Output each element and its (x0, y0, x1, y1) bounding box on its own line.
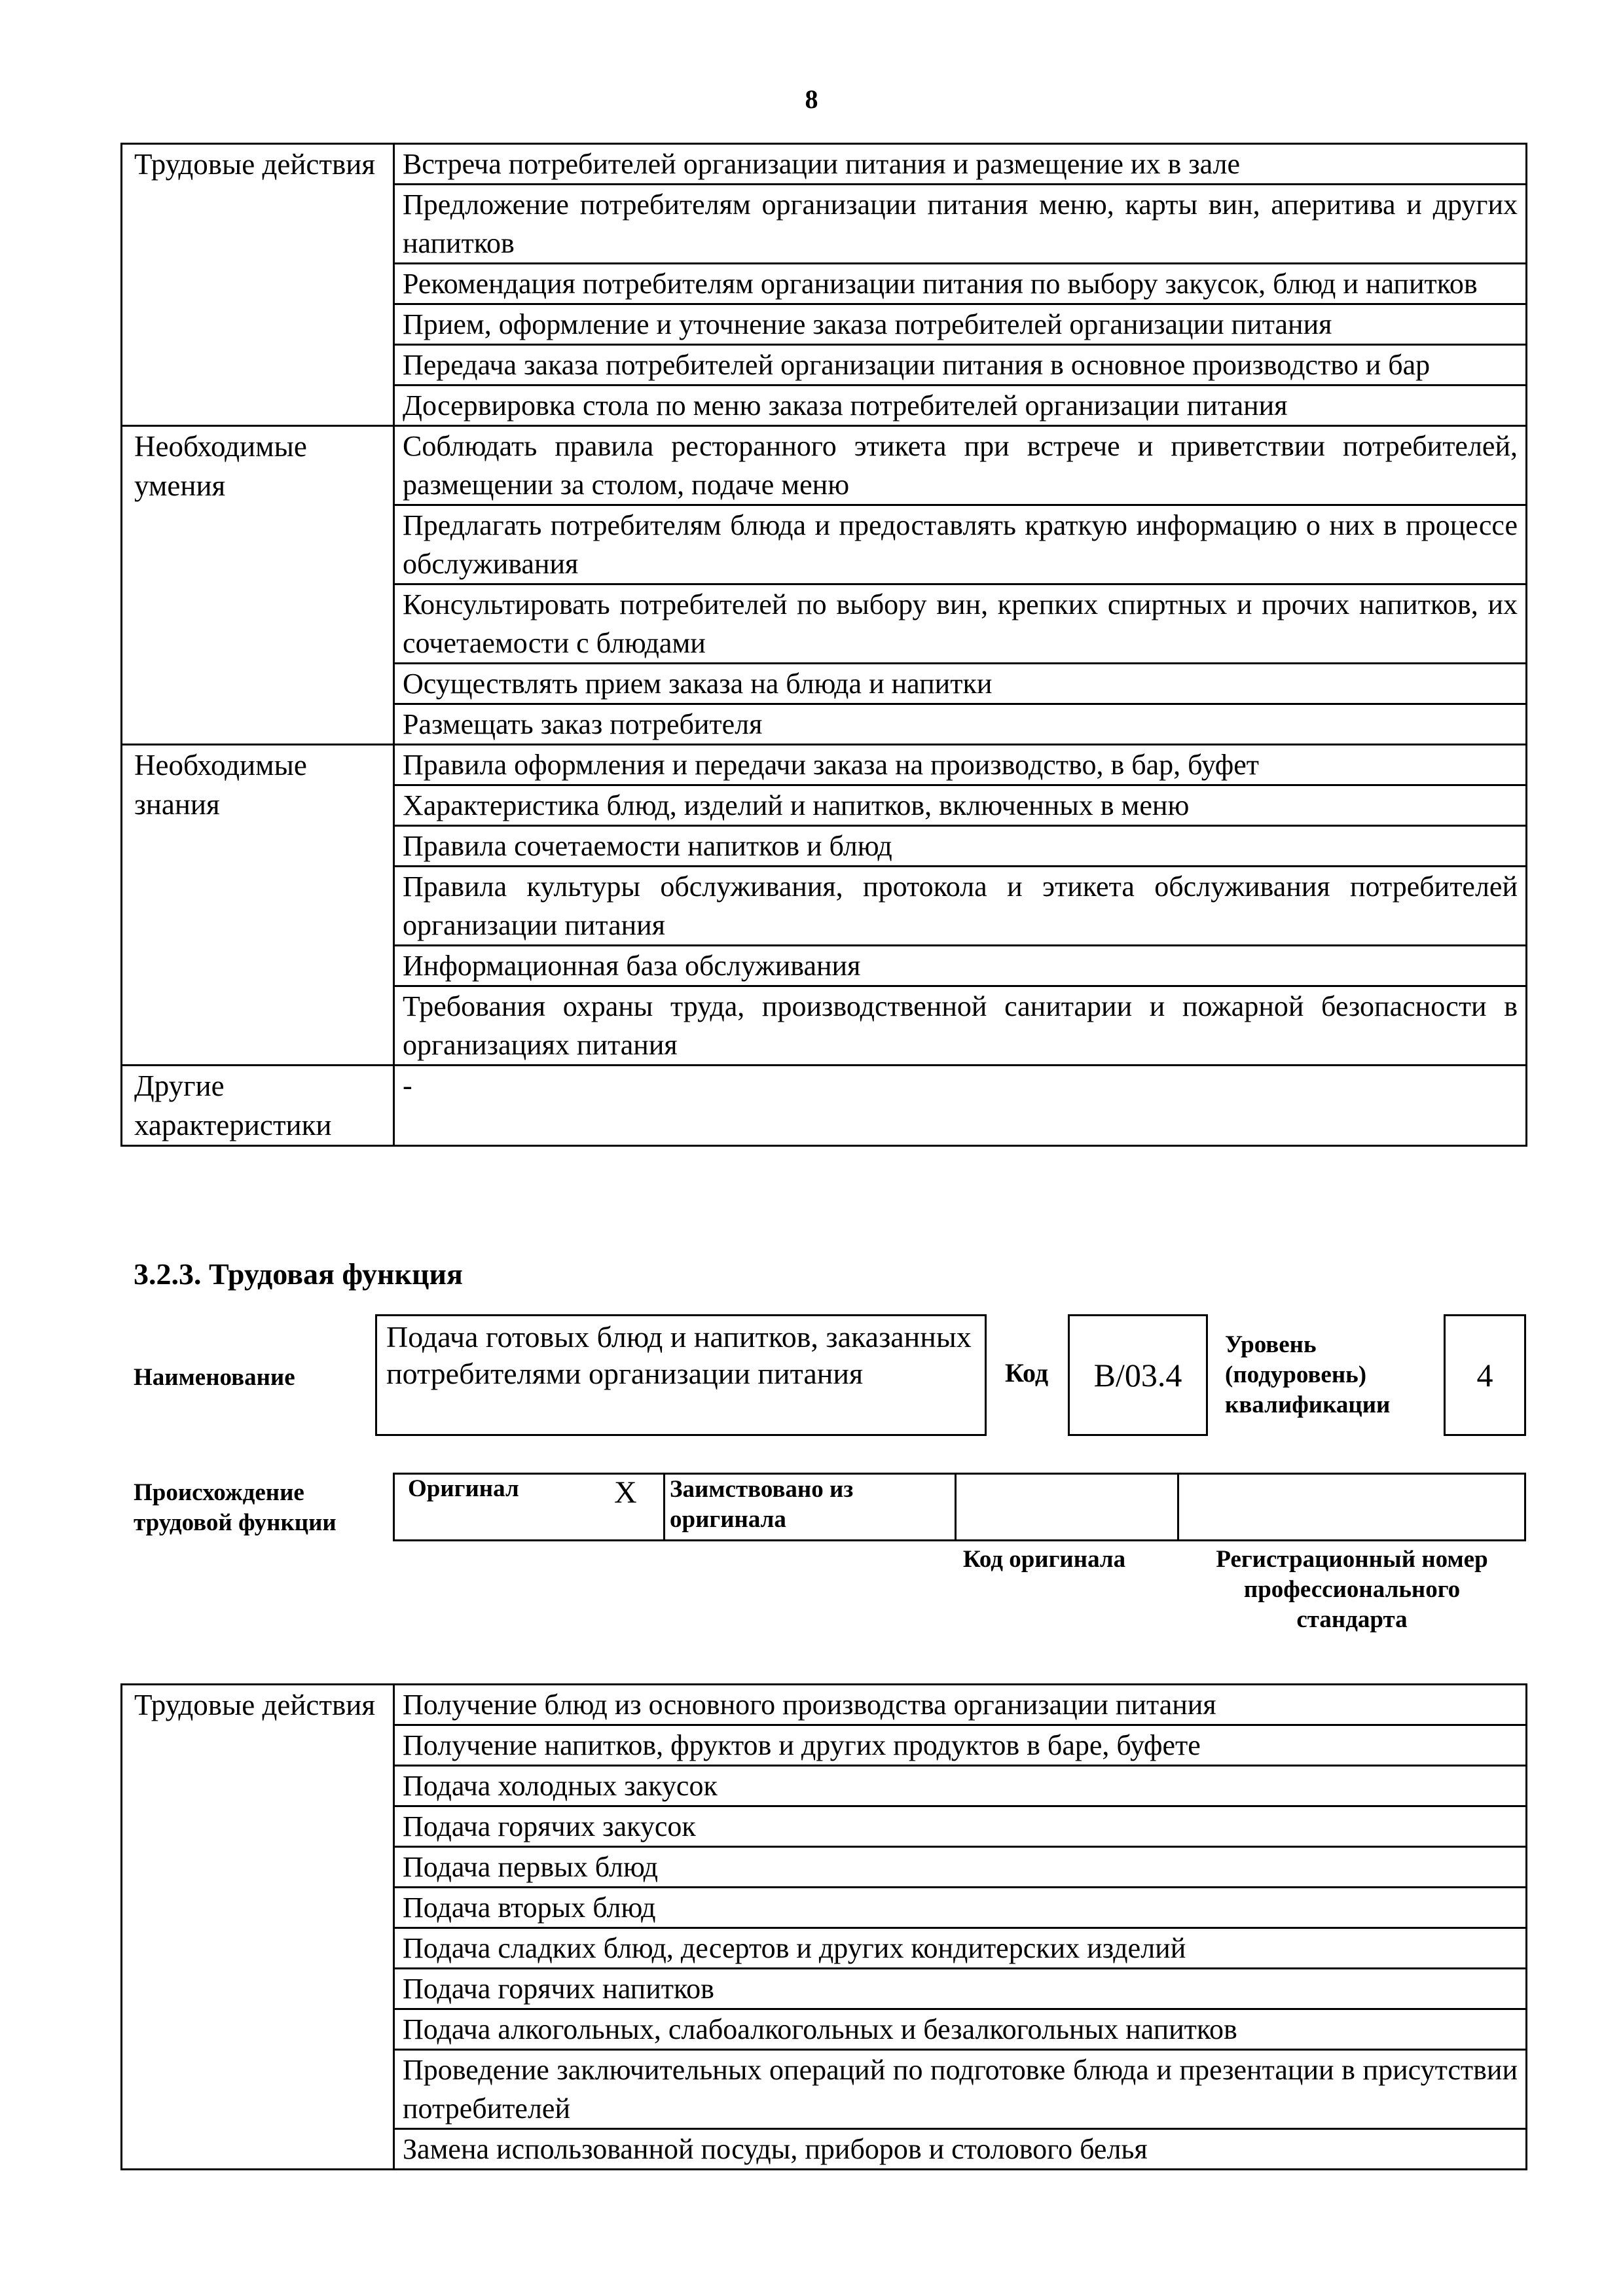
table-cell: Подача горячих напитков (394, 1969, 1527, 2009)
table-cell: Проведение заключительных операций по подготовке блюда и презентации в присутствии потребителей (394, 2050, 1527, 2129)
function-code-box: B/03.4 (1068, 1314, 1208, 1436)
table-row (122, 1066, 1527, 1146)
row-group-label: Трудовые действия (122, 144, 394, 426)
table-cell: Информационная база обслуживания (394, 946, 1527, 986)
original-label: Оригинал (408, 1475, 519, 1502)
origin-label: Происхождение трудовой функции (134, 1479, 337, 1536)
table-cell: Прием, оформление и уточнение заказа потребителей организации питания (394, 304, 1527, 345)
table-cell: Подача вторых блюд (394, 1888, 1527, 1928)
table-cell: Рекомендация потребителям организации питания по выбору закусок, блюд и напитков (394, 264, 1527, 304)
borrowed-label: Заимствовано из оригинала (670, 1476, 854, 1533)
table-row (122, 426, 1527, 505)
page-number: 8 (805, 84, 818, 114)
row-group-label: Необходимые знания (122, 745, 394, 1066)
row-group-label: Другие характеристики (122, 1066, 394, 1146)
table-cell: Соблюдать правила ресторанного этикета при встрече и приветствии потребителей, размещении за столом, подаче меню (394, 426, 1527, 505)
table-cell: Правила культуры обслуживания, протокола и этикета обслуживания потребителей организации питания (394, 867, 1527, 946)
work-function-table-continued (120, 143, 1527, 1147)
table-cell: Досервировка стола по меню заказа потребителей организации питания (394, 386, 1527, 426)
section-title: 3.2.3. Трудовая функция (134, 1257, 463, 1291)
table-cell: Консультировать потребителей по выбору вин, крепких спиртных и прочих напитков, их сочетаемости с блюдами (394, 584, 1527, 664)
origin-divider (663, 1475, 665, 1539)
table-cell: Характеристика блюд, изделий и напитков, включенных в меню (394, 785, 1527, 826)
level-label: Уровень (подуровень) квалификации (1225, 1331, 1391, 1418)
table-cell: Подача горячих закусок (394, 1806, 1527, 1847)
code-label: Код (1005, 1358, 1049, 1388)
table-cell: Подача алкогольных, слабоалкогольных и безалкогольных напитков (394, 2009, 1527, 2050)
table-row (122, 144, 1527, 185)
work-function-table (120, 1683, 1527, 2170)
table-cell: - (394, 1066, 1527, 1146)
name-label: Наименование (134, 1364, 295, 1391)
table-row (122, 745, 1527, 785)
table-cell: Замена использованной посуды, приборов и столового белья (394, 2129, 1527, 2170)
table-cell: Передача заказа потребителей организации питания в основное производство и бар (394, 345, 1527, 386)
table-cell: Встреча потребителей организации питания и размещение их в зале (394, 144, 1527, 185)
table-cell: Получение блюд из основного производства организации питания (394, 1685, 1527, 1725)
table-cell: Предложение потребителям организации питания меню, карты вин, аперитива и других напитков (394, 185, 1527, 264)
table-cell: Предлагать потребителям блюда и предоставлять краткую информацию о них в процессе обслуживания (394, 505, 1527, 584)
caption-registration-number: Регистрационный номер профессионального стандарта (1216, 1546, 1488, 1633)
table-cell: Подача сладких блюд, десертов и других кондитерских изделий (394, 1928, 1527, 1969)
table-cell: Требования охраны труда, производственной санитарии и пожарной безопасности в организациях питания (394, 986, 1527, 1066)
table-cell: Получение напитков, фруктов и других продуктов в баре, буфете (394, 1725, 1527, 1766)
original-mark: X (614, 1475, 637, 1510)
caption-original-code: Код оригинала (962, 1546, 1126, 1573)
function-name-box: Подача готовых блюд и напитков, заказанных потребителями организации питания (375, 1314, 987, 1436)
table-cell: Подача холодных закусок (394, 1766, 1527, 1806)
table-row (122, 1685, 1527, 1725)
origin-table (393, 1473, 1526, 1541)
table-cell: Правила оформления и передачи заказа на производство, в бар, буфет (394, 745, 1527, 785)
origin-divider (1177, 1475, 1179, 1539)
table-cell: Размещать заказ потребителя (394, 704, 1527, 745)
row-group-label: Трудовые действия (122, 1685, 394, 2170)
level-box: 4 (1444, 1314, 1526, 1436)
table-cell: Осуществлять прием заказа на блюда и напитки (394, 664, 1527, 704)
origin-divider (955, 1475, 957, 1539)
table-cell: Правила сочетаемости напитков и блюд (394, 826, 1527, 867)
row-group-label: Необходимые умения (122, 426, 394, 745)
table-cell: Подача первых блюд (394, 1847, 1527, 1888)
